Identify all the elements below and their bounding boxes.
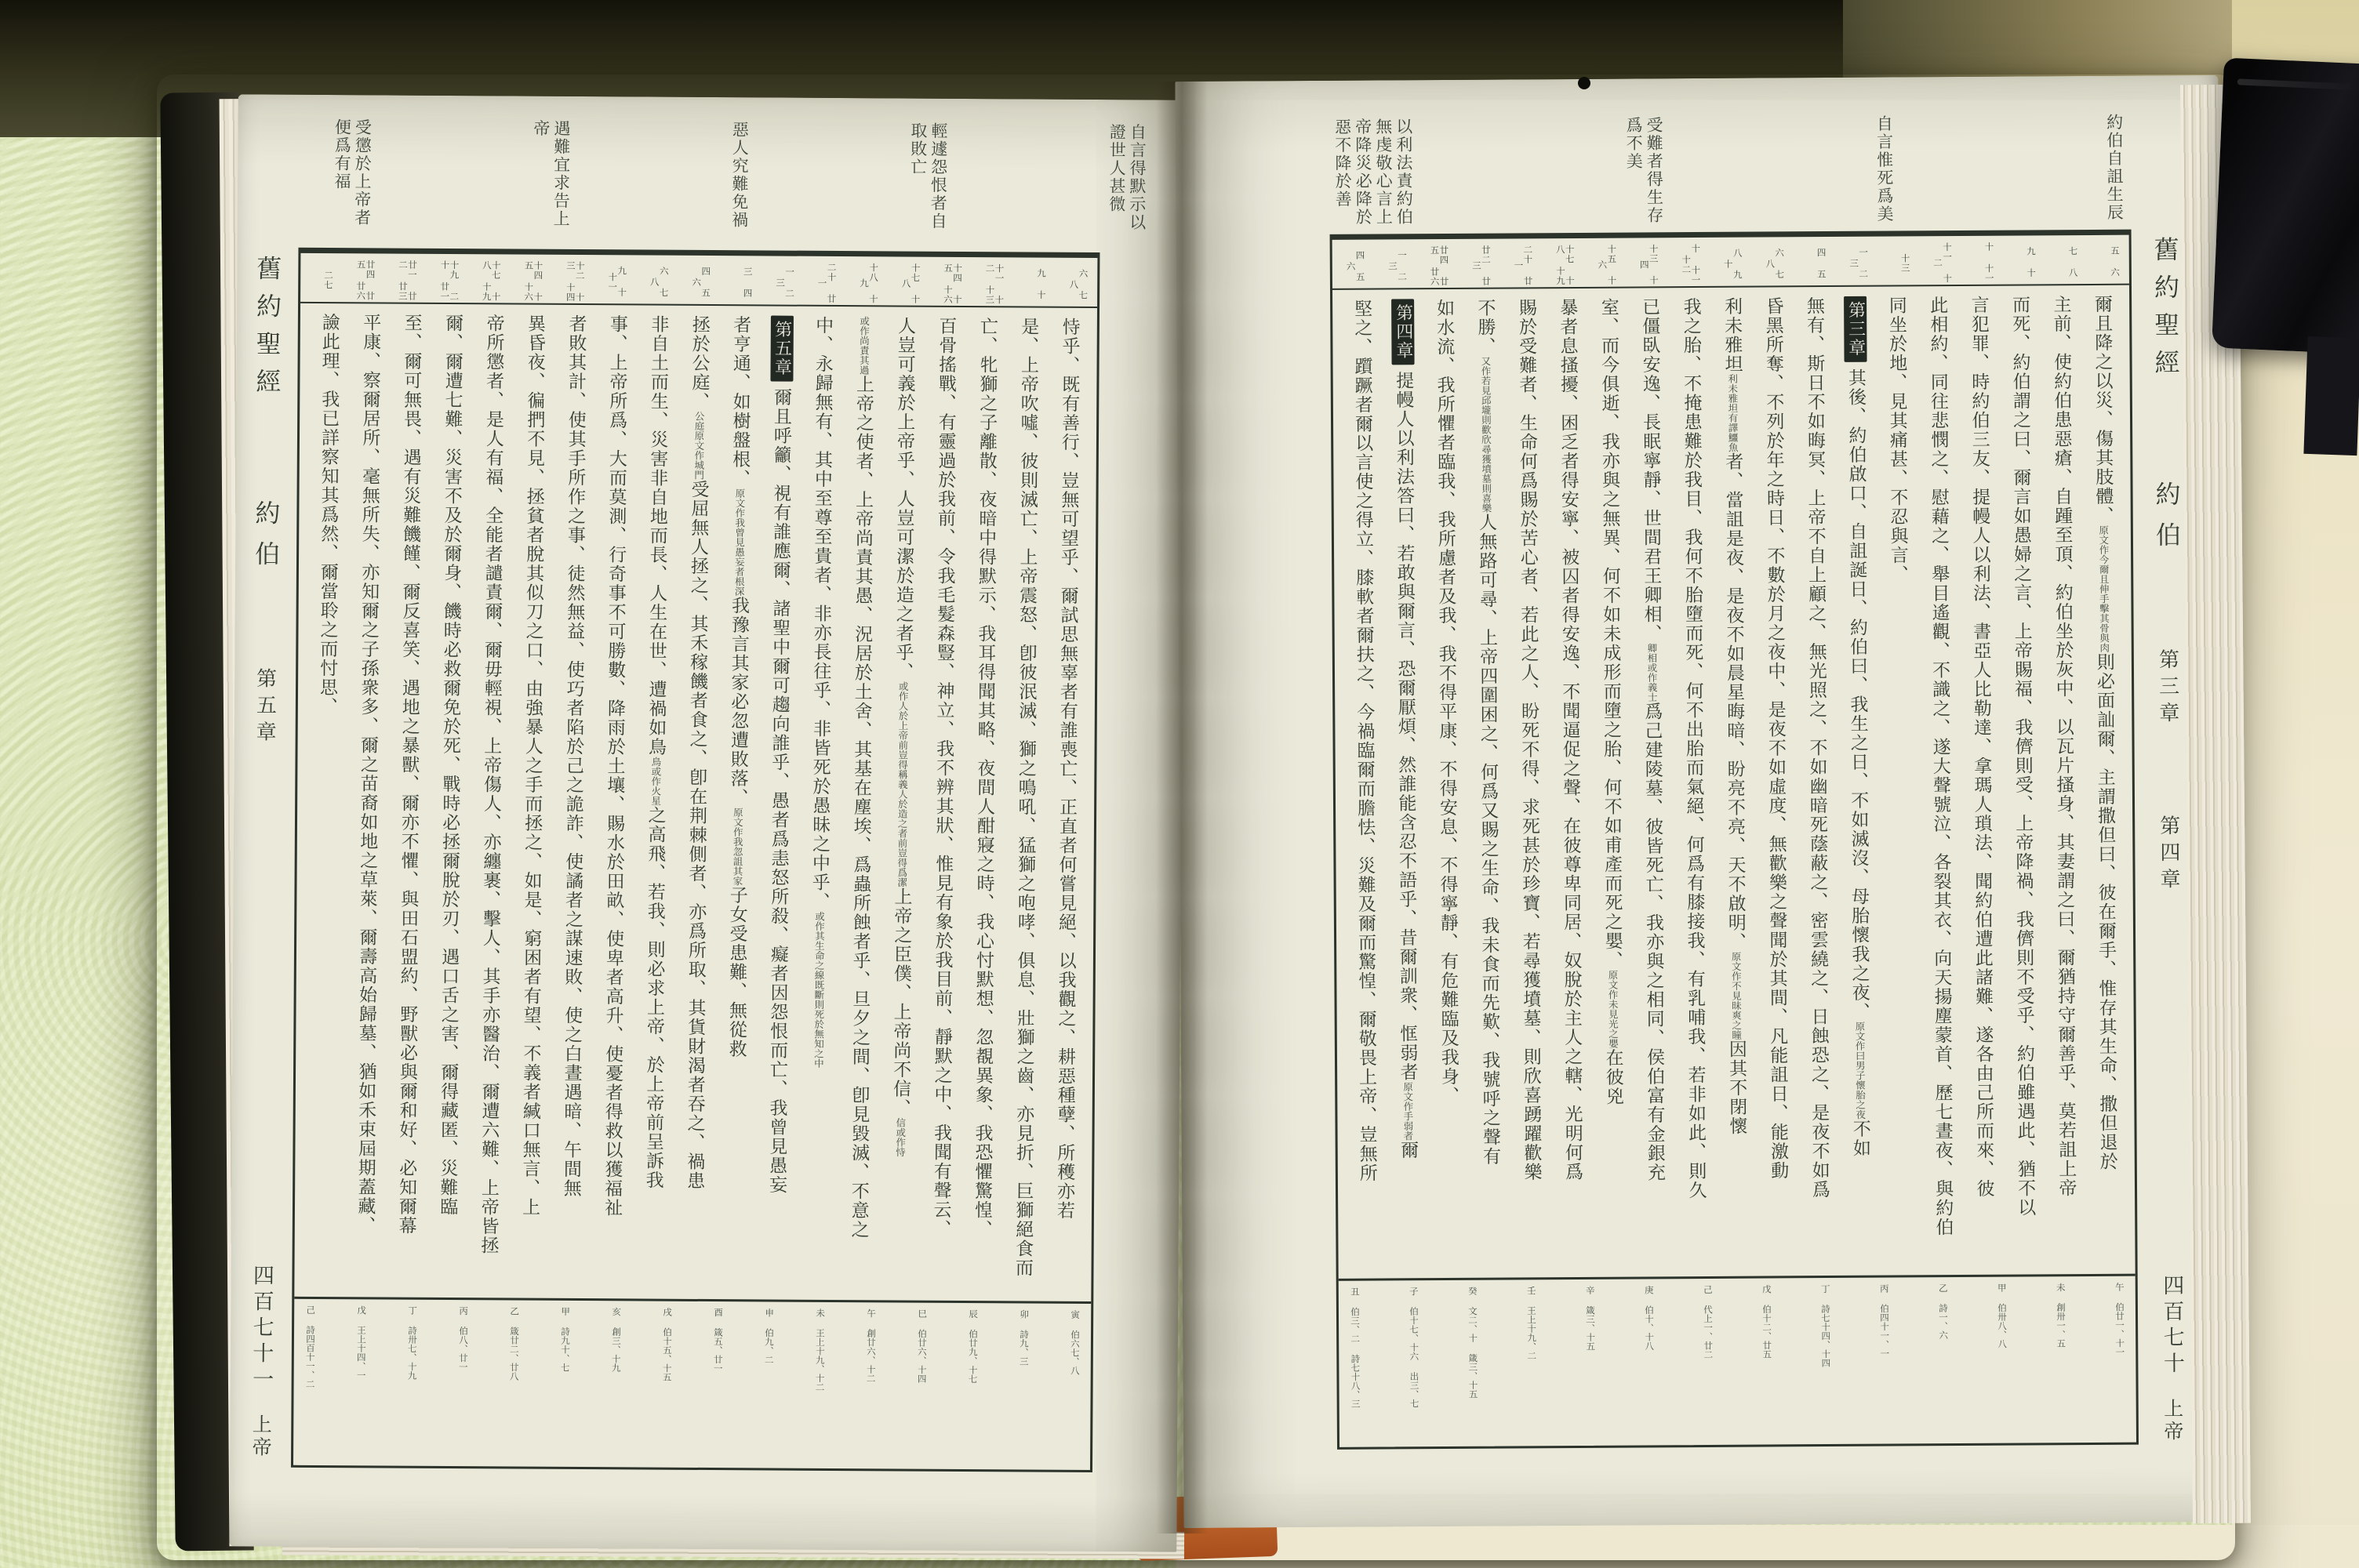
chapter-label: 第四章 xyxy=(2156,815,2181,895)
verse-numbers: 十五 十六 xyxy=(1597,244,1618,285)
scripture-title: 舊約聖經 xyxy=(2150,236,2181,387)
verse-numbers: 四 五 xyxy=(1816,248,1827,280)
text-column xyxy=(1505,298,1552,1274)
cross-reference-note: 甲 詩九十、七 xyxy=(559,1306,572,1372)
cross-reference-note: 癸 文二、十 箴三、十五 xyxy=(1467,1286,1479,1399)
scripture-text: 而死、約伯謂之曰、爾言如愚婦之言、上帝賜福、我儕則受、上帝降禍、我儕則不受乎、約伯雖遇此、猶不以 xyxy=(2009,295,2036,1218)
cross-reference-note: 丑 伯三、二 詩七十八、三 xyxy=(1349,1287,1361,1409)
verse-numbers: 廿四 廿五 廿六 xyxy=(1429,245,1450,287)
verse-numbers: 廿一 廿二 廿三 xyxy=(397,260,419,301)
interlinear-note: 信或作恃 xyxy=(894,1117,907,1157)
left-verse-row xyxy=(300,253,1097,308)
verse-numbers: 十四 十五 十六 xyxy=(942,263,964,305)
catchword: 上帝 xyxy=(2161,1398,2185,1444)
scripture-text: 在彼兇 xyxy=(1602,1048,1623,1106)
scripture-text: 者、當詛是夜、是夜不如晨星晦暗、盼亮不亮、天不啟明、 xyxy=(1722,452,1747,952)
cross-reference-note: 未 創卅一、五 xyxy=(2055,1283,2067,1348)
scripture-text: 異昏夜、徧捫不見、拯貧者脫其似刀之口、由強暴人之手而拯之、如是、窮困者有望、不義者緘口無言、上 xyxy=(519,314,546,1218)
black-object-strap xyxy=(2303,336,2359,456)
scripture-text: 我之胎、不掩患難於我目、我何不胎墮而死、何不出胎而氣絕、何爲有膝接我、有乳哺我、若非如此、則久 xyxy=(1680,296,1707,1200)
scripture-text: 利未雅坦 xyxy=(1721,296,1743,374)
verse-numbers: 三 四 xyxy=(742,267,754,299)
verse-numbers: 十一 十二 xyxy=(1932,241,1954,284)
scripture-text: 事、上帝所爲、大而莫測、行奇事不可勝數、降雨於土壤、賜水於田畝、使卑者高升、使憂者得救以獲福祉 xyxy=(601,314,628,1218)
verse-numbers: 十 十一 xyxy=(1983,241,1995,284)
cross-reference-note: 丙 伯八、廿一 xyxy=(457,1306,470,1372)
book-name: 約伯 xyxy=(250,499,282,582)
verse-numbers: 十七 十八 十九 xyxy=(481,260,502,302)
scripture-text: 帝所懲者、是人有福、全能者譴責爾、爾毋輕視、上帝傷人、亦纏裹、擊人、其手亦醫治、爾遭六難、上帝皆拯 xyxy=(478,314,504,1255)
text-column xyxy=(1463,299,1510,1275)
text-column xyxy=(1042,318,1089,1298)
scripture-title: 舊約聖經 xyxy=(252,255,283,406)
scripture-text: 不勝、 xyxy=(1474,298,1496,357)
left-text-block xyxy=(291,248,1100,1472)
scripture-text: 室、而今俱逝、我亦與之無異、何不如未成形而墮之胎、何不如甫產而死之嬰、 xyxy=(1598,297,1623,971)
cross-reference-note: 丁 詩卅七、十九 xyxy=(406,1305,419,1381)
text-column xyxy=(796,316,843,1297)
cross-reference-note: 卯 詩九、三 xyxy=(1018,1309,1030,1367)
verse-numbers: 十七 十八 十九 xyxy=(1554,244,1576,286)
left-page xyxy=(229,94,1185,1552)
text-column xyxy=(549,314,596,1295)
header-summary: 輕遽怨恨者自取敗亡 xyxy=(908,122,948,230)
verse-numbers: 廿四 廿五 廿六 xyxy=(355,259,376,301)
dark-speck xyxy=(1578,77,1590,89)
header-summary: 約伯自詛生辰 xyxy=(2104,113,2125,222)
scripture-text: 平康、察爾居所、毫無所失、亦知爾之子孫衆多、爾之苗裔如地之草萊、爾壽高始歸墓、猶如禾束屆期蓋藏、 xyxy=(354,313,381,1236)
verse-numbers: 六 七 八 xyxy=(649,266,670,298)
interlinear-note: 或作人於上帝前豈得稱義人於造之者前豈得爲潔 xyxy=(896,681,910,887)
verse-numbers: 五 六 xyxy=(2109,245,2121,278)
header-summary: 以利法責約伯無虔敬心言上帝降災必降於惡不降於善 xyxy=(1332,118,1414,227)
cross-reference-note: 己 詩四百十一、二 xyxy=(304,1305,317,1388)
interlinear-note: 原文作手弱者 xyxy=(1401,1081,1415,1141)
cross-reference-note: 乙 詩一、六 xyxy=(1937,1283,1950,1340)
left-footnotes xyxy=(293,1297,1091,1470)
left-text-columns xyxy=(294,303,1097,1301)
black-object xyxy=(2212,58,2359,355)
scripture-text: 百骨搖戰、有靈過於我前、令我毛髮森豎、神立、我不辨其狀、惟見有象於我目前、靜默之中、我聞有聲云、 xyxy=(930,316,957,1239)
cross-reference-note: 寅 伯六七、八 xyxy=(1069,1309,1081,1375)
scripture-text: 至、爾可無畏、遇有災難饑饉、爾反喜笑、遇地之暴獸、爾亦不懼、與田石盟約、野獸必與爾和好、必知爾幕 xyxy=(395,313,422,1236)
chapter-label: 第五章 xyxy=(253,667,277,748)
text-column xyxy=(837,316,884,1297)
scripture-text: 言犯罪、時約伯三友、提幔人以利法、書亞人比勒達、拿瑪人瑣法、聞約伯遭此諸難、遂各由己所而來、彼 xyxy=(1968,295,1994,1199)
verse-numbers: 九 十 xyxy=(2025,246,2037,278)
interlinear-note: 原文作我曾見愚妄者根深 xyxy=(733,488,746,597)
scripture-text: 上帝之臣僕、上帝尚不信、 xyxy=(889,887,912,1118)
cross-reference-note: 酉 箴五、廿一 xyxy=(712,1308,725,1374)
header-summary: 受難者得生存爲不美 xyxy=(1623,116,1664,225)
cross-reference-note: 辰 伯廿九、十七 xyxy=(967,1309,980,1384)
text-column xyxy=(1587,298,1634,1274)
cross-reference-note: 壬 王上十九、二 xyxy=(1525,1286,1538,1360)
scripture-text: 其後、約伯啟口、自詛誕日、約伯曰、我生之日、不如滅沒、母胎懷我之夜、 xyxy=(1845,368,1870,1022)
text-column xyxy=(1957,296,2005,1272)
text-column xyxy=(1546,298,1593,1274)
verse-numbers: 二十 廿一 xyxy=(816,262,838,304)
cross-reference-note: 戌 伯十五、十五 xyxy=(661,1307,674,1382)
text-column xyxy=(2039,295,2086,1271)
text-column xyxy=(960,317,1007,1298)
scripture-text: 亡、牝獅之子離散、夜暗中得默示、我耳得聞其略、夜間人酣寢之時、我心忖默想、忽覩異象、我恐懼驚惶、 xyxy=(971,317,998,1240)
scripture-text: 同坐於地、見其痛甚、不忍與言、 xyxy=(1885,296,1908,585)
text-column xyxy=(590,314,637,1295)
scripture-text: 恃乎、既有善行、豈無可望乎、爾試思無辜者有誰喪亡、正直者何嘗見絕、以我觀之、耕惡種孽、所穫亦若 xyxy=(1053,317,1080,1221)
cross-reference-note: 乙 箴廿二、廿八 xyxy=(508,1306,521,1381)
cross-reference-note: 庚 伯十、十八 xyxy=(1643,1285,1656,1351)
cross-reference-note: 丁 詩七十四、十四 xyxy=(1819,1283,1832,1368)
verse-numbers: 十八 十九 xyxy=(859,262,880,304)
right-verse-row xyxy=(1332,235,2129,290)
scripture-text: 則必面訕爾、主謂撒但曰、彼在爾手、惟存其生命、撒但退於 xyxy=(2093,652,2117,1171)
scripture-text: 主前、使約伯患惡瘡、自踵至頂、約伯坐於灰中、以瓦片搔身、其妻謂之曰、爾猶持守爾善乎、莫若詛上帝 xyxy=(2050,295,2077,1198)
verse-numbers: 八 九 十 xyxy=(1722,248,1743,280)
book-name: 約伯 xyxy=(2151,481,2183,563)
verse-numbers: 六 七 八 xyxy=(1068,268,1089,300)
cross-reference-note: 亥 創三、十九 xyxy=(610,1307,623,1373)
cross-reference-note: 己 代上一、廿二 xyxy=(1702,1284,1714,1359)
scripture-text: 者亨通、如樹盤根、 xyxy=(729,315,751,488)
text-column xyxy=(1710,297,1757,1273)
text-column xyxy=(672,315,719,1296)
text-column xyxy=(1834,296,1881,1272)
cross-reference-note: 戊 伯十二、廿五 xyxy=(1761,1284,1773,1359)
right-footnotes xyxy=(1339,1274,2136,1447)
verse-numbers: 一 二 三 xyxy=(1387,250,1408,282)
catchword: 上帝 xyxy=(249,1414,273,1460)
text-column xyxy=(919,317,966,1298)
scripture-text: 人豈可義於上帝乎、人豈可潔於造之者乎、 xyxy=(892,316,916,682)
cross-reference-note: 申 伯九、二 xyxy=(763,1308,776,1365)
verse-numbers: 十三 十四 xyxy=(1638,244,1659,285)
text-column xyxy=(508,314,555,1294)
header-summary: 遇難宜求告上帝 xyxy=(531,119,571,228)
left-header-summaries xyxy=(332,118,1148,249)
cross-reference-note: 戊 王上十四、一 xyxy=(355,1305,368,1380)
chapter-heading-box: 第四章 xyxy=(1392,299,1416,365)
cross-reference-note: 午 創廿六、十二 xyxy=(865,1308,878,1383)
verse-numbers: 四 五 六 xyxy=(1345,250,1366,282)
verse-numbers: 十二 十三 十四 xyxy=(565,260,586,303)
scripture-text: 此相約、同往悲憫之、慰藉之、舉目遙觀、不識之、遂大聲號泣、各裂其衣、向天揚塵蒙首、歷七晝夜、與約伯 xyxy=(1927,296,1954,1237)
cross-reference-note: 丙 伯四十一、一 xyxy=(1878,1283,1891,1359)
text-column xyxy=(878,316,925,1297)
verse-numbers: 六 七 八 xyxy=(1765,248,1786,280)
verse-numbers: 十七 十八 xyxy=(900,263,921,304)
cross-reference-note: 辛 箴三、十五 xyxy=(1584,1285,1597,1351)
right-text-block xyxy=(1330,230,2139,1450)
header-summary: 自言惟死爲美 xyxy=(1874,114,1895,223)
chapter-heading-box: 第三章 xyxy=(1844,296,1867,362)
text-column xyxy=(1670,297,1717,1273)
verse-numbers: 十三 xyxy=(1899,252,1911,273)
scripture-text: 提幔人以利法答曰、若敢與爾言、恐爾厭煩、然誰能含忍不語乎、昔爾訓衆、恇弱者 xyxy=(1393,371,1418,1082)
verse-numbers: 十 十一 十二 xyxy=(1681,243,1702,285)
scripture-text: 我豫言其家必忽遭敗落、 xyxy=(727,596,750,808)
interlinear-note: 利未雅坦有譯鱷魚 xyxy=(1726,373,1739,452)
scripture-text: 堅之、躓蹶者爾以言使之得立、膝軟者爾扶之、今禍臨爾而膽怯、災難及爾而驚惶、爾敬畏上帝、豈無所 xyxy=(1351,299,1377,1183)
scripture-text: 已僵臥安逸、長眠寧靜、世間君王卿相、 xyxy=(1639,297,1662,644)
text-column xyxy=(631,314,678,1295)
cross-reference-note: 甲 伯卅八、八 xyxy=(1996,1283,2008,1348)
text-column xyxy=(1340,299,1387,1275)
scripture-text: 人無路可尋、上帝四圍困之、何爲又賜之生命、我未食而先歎、我號呼之聲有 xyxy=(1476,513,1501,1167)
text-column xyxy=(1998,295,2045,1271)
scripture-text: 者敗其計、使其手所作之事、徒然無益、使巧者陷於己之詭詐、使譎者之謀速敗、使之白晝遇暗、午間無 xyxy=(560,314,587,1199)
scripture-text: 中、永歸無有、其中至尊至貴者、非亦長往乎、非皆死於愚昧之中乎、 xyxy=(809,315,834,912)
page-number: 四百七十一 xyxy=(249,1264,274,1394)
interlinear-note: 原文作未見光之嬰 xyxy=(1606,970,1619,1049)
verse-numbers: 九 十 xyxy=(1035,268,1048,300)
text-column xyxy=(1382,299,1429,1275)
verse-numbers: 十四 十五 十六 xyxy=(523,260,544,302)
header-summary: 惡人究難免禍 xyxy=(729,121,750,230)
text-column xyxy=(1423,299,1470,1275)
scripture-text: 譣此理、我已詳察知其爲然、爾當聆之而忖思、 xyxy=(316,312,340,717)
interlinear-note: 原文作我忽詛其家 xyxy=(731,807,744,886)
text-column xyxy=(384,314,431,1294)
cross-reference-note: 子 伯十七、十六 出三、七 xyxy=(1408,1287,1420,1408)
cross-reference-note: 巳 伯廿六、十四 xyxy=(916,1308,929,1384)
cross-reference-note: 未 王上十九、十二 xyxy=(814,1308,827,1392)
verse-numbers: 二七 xyxy=(322,270,335,290)
left-margin-column xyxy=(234,255,293,1459)
verse-numbers: 十一 十二 十三 xyxy=(984,263,1005,305)
scripture-text: 爾且呼籲、視有誰應爾、諸聖中爾可趨向誰乎、愚者爲恚怒所殺、癡者因怨恨而亡、我曾見愚妄 xyxy=(765,387,792,1195)
verse-numbers: 十九 二十 廿一 xyxy=(439,260,460,302)
scripture-text: 無有、斯日不如晦冥、上帝不自上顧之、無光照之、不如幽暗死蔭蔽之、密雲繞之、日蝕恐之、是夜不如爲 xyxy=(1803,296,1830,1200)
right-page xyxy=(1175,75,2226,1528)
verse-numbers: 二十 廿一 xyxy=(1513,245,1534,286)
text-column xyxy=(1751,296,1798,1272)
right-text-columns xyxy=(1332,285,2135,1279)
interlinear-note: 原文作今爾且伸手擊其骨與肉 xyxy=(2097,524,2110,653)
interlinear-note: 原文作曰男子懷胎之夜 xyxy=(1853,1021,1866,1120)
text-column xyxy=(1916,296,1963,1272)
verse-numbers: 廿二 廿三 xyxy=(1470,245,1492,286)
scripture-text: 昏黑所奪、不列於年之時日、不數於月之夜中、是夜不如虛度、無歡樂之聲聞於其間、凡能詛日、能激動 xyxy=(1762,296,1789,1181)
verse-numbers: 九 十 十一 xyxy=(607,266,628,298)
scripture-text: 如水流、我所懼者臨我、我所慮者及我、我不得平康、不得安息、不得寧靜、有危難臨及我身、 xyxy=(1433,298,1459,1106)
scripture-text: 爾且降之以災、傷其肢體、 xyxy=(2091,294,2114,525)
scripture-text: 非自土而生、災害非自地而長、人生在世、遭禍如鳥 xyxy=(645,314,669,757)
scripture-text: 上帝之使者、上帝尚責其愚、況居於土舍、其基在塵埃、爲蟲所蝕者乎、旦夕之間、卽見毀滅、不意之 xyxy=(848,375,874,1240)
interlinear-note: 或作其生命之線既斷則死於無知之中 xyxy=(812,911,826,1069)
scripture-text: 子女受患難、無從救 xyxy=(725,885,747,1059)
scripture-text: 拯於公庭、 xyxy=(689,314,710,412)
interlinear-note: 公庭原文作城門 xyxy=(692,411,706,480)
interlinear-note: 原文作不見昧爽之瞳 xyxy=(1730,951,1743,1040)
scripture-text: 因其不閉懷 xyxy=(1725,1040,1747,1136)
text-column xyxy=(302,313,349,1294)
header-summary: 受懲於上帝者便爲有福 xyxy=(332,118,373,227)
verse-numbers: 一 二 三 xyxy=(1848,247,1870,279)
verse-numbers: 七 八 xyxy=(2067,246,2079,278)
chapter-heading-box: 第五章 xyxy=(770,315,794,381)
scripture-text: 賜於受難者、生命何爲賜於苦心者、若此之人、盼死不得、求死甚於珍寶、若尋獲墳墓、則欣喜踴躍歡樂 xyxy=(1515,298,1542,1182)
text-column xyxy=(426,314,473,1294)
verse-numbers: 四 五 六 xyxy=(691,266,712,299)
page-number: 四百七十 xyxy=(2159,1274,2184,1378)
text-column xyxy=(754,315,801,1296)
text-column xyxy=(1628,297,1675,1273)
text-column xyxy=(1875,296,1922,1272)
text-column xyxy=(467,314,514,1294)
interlinear-note: 鳥或作火星 xyxy=(649,757,663,806)
scripture-text: 受屈無人拯之、其禾稼饑者食之、卽在荆棘側者、亦爲所取、其貨財渴者吞之、禍患 xyxy=(684,479,709,1191)
text-column xyxy=(2081,295,2128,1271)
text-column xyxy=(343,313,391,1294)
interlinear-note: 又作若見邱壠則歡欣尋獲墳墓則喜樂 xyxy=(1479,356,1493,514)
scripture-text: 爲己建陵墓、彼皆死亡、我亦與之相同、侯伯富有金銀充 xyxy=(1641,702,1666,1182)
scripture-text: 不如 xyxy=(1849,1119,1871,1158)
scripture-text: 是、上帝吹噓、彼則滅亡、上帝震怒、卽彼泯滅、獅之鳴吼、猛獅之咆哮、俱息、壯獅之齒、亦見折、巨獅絕食而 xyxy=(1012,317,1039,1278)
text-column xyxy=(1793,296,1840,1272)
interlinear-note: 或作尚責其過 xyxy=(858,316,871,376)
verse-numbers: 一 二 三 xyxy=(775,267,796,299)
scripture-text: 爾 xyxy=(1398,1140,1419,1160)
scripture-text: 暴者息搔擾、困乏者得安寧、被囚者得安逸、不聞逼促之聲、在彼尊卑同居、奴脫於主人之轄、光明何爲 xyxy=(1557,297,1583,1182)
scripture-text: 爾、爾遭七難、災害不及於爾身、饑時必救爾免於死、戰時必拯爾脫於刃、遇口舌之害、爾得藏匿、災難臨 xyxy=(437,313,463,1217)
header-summary: 自言得默示以證世人甚微 xyxy=(1107,123,1147,232)
cross-reference-note: 午 伯廿一、十一 xyxy=(2114,1282,2126,1357)
interlinear-note: 卿相或作義士 xyxy=(1645,643,1659,702)
scripture-text: 之高飛、若我、則必求上帝、於上帝前呈訴我 xyxy=(642,805,666,1190)
text-column xyxy=(714,315,761,1296)
right-header-summaries xyxy=(1332,114,2125,244)
chapter-label: 第三章 xyxy=(2155,648,2179,729)
text-column xyxy=(1001,317,1049,1298)
